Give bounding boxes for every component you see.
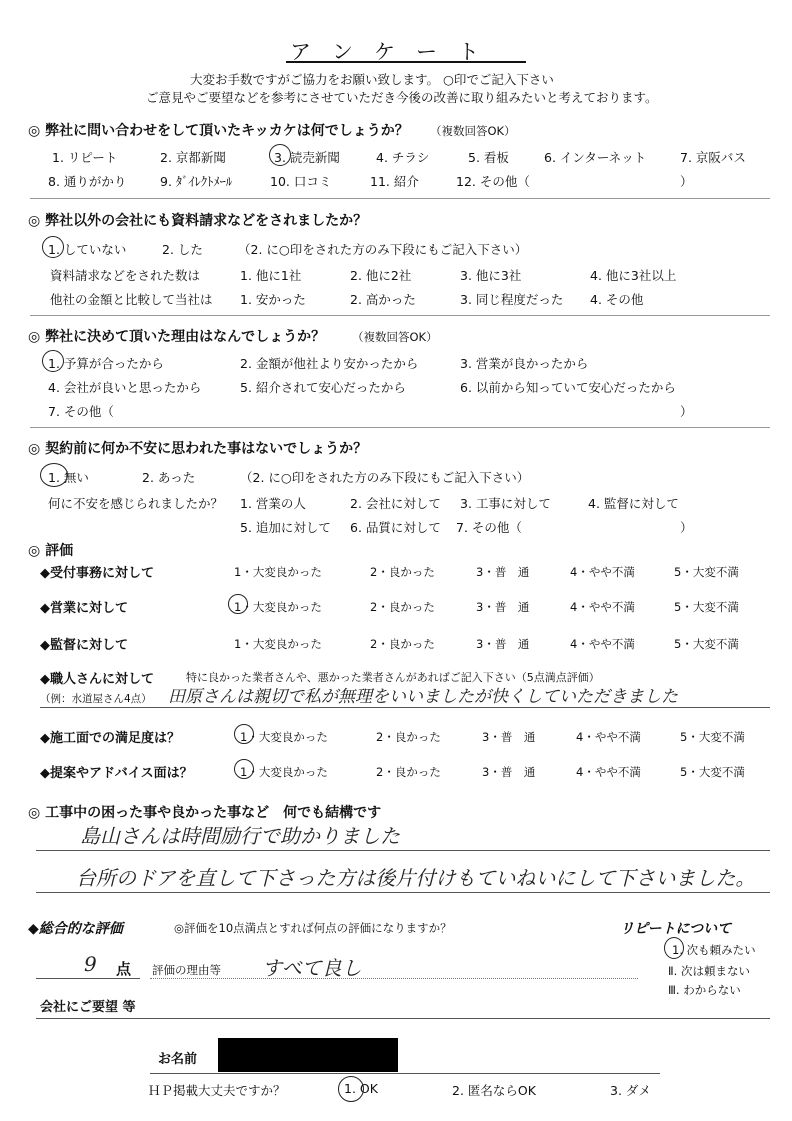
repeat-label: リピートについて [620, 921, 732, 937]
q2-sub2-option-1[interactable]: 1. 安かった [240, 292, 306, 307]
q1-option-6[interactable]: 6. インターネット [544, 150, 647, 165]
name-line [150, 1073, 660, 1074]
q4-sub-option-5[interactable]: 5. 追加に対して [240, 520, 331, 535]
q5-answer-line-1 [36, 850, 770, 851]
eval-scale-5[interactable]: 5・大変不満 [674, 565, 739, 579]
q1-option-12-close: ） [680, 174, 693, 189]
hp-question: ＨＰ掲載大丈夫ですか？ [148, 1083, 286, 1098]
eval-scale-1[interactable]: 1・大変良かった [240, 730, 328, 744]
divider [30, 315, 770, 316]
eval-scale-1[interactable]: 1・大変良かった [240, 765, 328, 779]
eval-scale-4[interactable]: 4・やや不満 [576, 730, 641, 744]
eval-construction-selected-circle [234, 724, 254, 744]
q4-sub-option-1[interactable]: 1. 営業の人 [240, 496, 306, 511]
eval-scale-2[interactable]: 2・良かった [370, 600, 435, 614]
eval-craft-answer[interactable]: 田原さんは親切で私が無理をいいましたが快くしていただきました [168, 687, 678, 707]
eval-scale-3[interactable]: 3・普 通 [482, 765, 536, 779]
repeat-option-1[interactable]: 1. 次も頼みたい [672, 943, 756, 957]
q5-answer-line-2 [36, 892, 770, 893]
q2-sub2-option-2[interactable]: 2. 高かった [350, 292, 416, 307]
eval-scale-2[interactable]: 2・良かった [376, 765, 441, 779]
hp-option-2[interactable]: 2. 匿名ならOK [452, 1083, 536, 1098]
q1-option-7[interactable]: 7. 京阪バス [680, 150, 746, 165]
name-redaction [218, 1038, 398, 1072]
q3-option-7[interactable]: 7. その他（ [48, 404, 114, 419]
eval-scale-4[interactable]: 4・やや不満 [576, 765, 641, 779]
q2-sub2-label: 他社の金額と比較して当社は [50, 292, 213, 307]
repeat-option-2[interactable]: Ⅱ. 次は頼まない [668, 964, 750, 978]
q2-sub1-option-3[interactable]: 3. 他に3社 [460, 268, 522, 283]
q4-selected-circle [40, 463, 68, 487]
eval-scale-4[interactable]: 4・やや不満 [570, 600, 635, 614]
eval-craft-note: 特に良かった業者さんや、悪かった業者さんがあればご記入下さい（5点満点評価） [186, 671, 600, 684]
hp-selected-circle [338, 1076, 364, 1102]
eval-craft-example: （例：水道屋さん4点） [40, 693, 152, 705]
q4-sub-option-7[interactable]: 7. その他（ [456, 520, 522, 535]
eval-row-advice: ◆提案やアドバイス面は？ [40, 766, 193, 781]
eval-row-sales: ◆営業に対して [40, 601, 128, 616]
q2-option-2[interactable]: 2. した [162, 242, 203, 257]
q3-option-1[interactable]: 1. 予算が合ったから [48, 356, 164, 371]
eval-scale-5[interactable]: 5・大変不満 [674, 637, 739, 651]
page-title: ア ン ケ ー ト [290, 40, 479, 64]
eval-heading: ◎ 評価 [28, 543, 74, 559]
hp-option-3[interactable]: 3. ダメ [610, 1083, 651, 1098]
overall-score[interactable]: 9 [84, 952, 97, 976]
q3-option-2[interactable]: 2. 金額が他社より安かったから [240, 356, 419, 371]
eval-scale-2[interactable]: 2・良かった [376, 730, 441, 744]
q2-sub2-option-3[interactable]: 3. 同じ程度だった [460, 292, 564, 307]
reason-line [150, 978, 638, 979]
q1-note: （複数回答OK） [430, 124, 516, 138]
repeat-option-3[interactable]: Ⅲ. わからない [668, 983, 741, 997]
q3-note: （複数回答OK） [352, 330, 438, 344]
request-label: 会社にご要望 等 [40, 1000, 136, 1015]
reason-answer[interactable]: すべて良し [262, 956, 362, 980]
q3-option-6[interactable]: 6. 以前から知っていて安心だったから [460, 380, 676, 395]
eval-scale-3[interactable]: 3・普 通 [476, 637, 530, 651]
q1-option-11[interactable]: 11. 紹介 [370, 174, 419, 189]
q1-question: ◎ 弊社に問い合わせをして頂いたキッカケは何でしょうか？ [28, 123, 409, 139]
q4-question: ◎ 契約前に何か不安に思われた事はないでしょうか？ [28, 441, 368, 457]
q1-option-2[interactable]: 2. 京都新聞 [160, 150, 226, 165]
q4-option-1[interactable]: 1. 無い [48, 470, 89, 485]
divider [30, 198, 770, 199]
reason-label: 評価の理由等 [152, 963, 221, 977]
craft-answer-line [40, 707, 770, 708]
q3-selected-circle [42, 350, 64, 372]
eval-row-reception: ◆受付事務に対して [40, 566, 154, 581]
eval-scale-4[interactable]: 4・やや不満 [570, 565, 635, 579]
eval-sales-selected-circle [228, 594, 248, 614]
eval-row-construction: ◆施工面での満足度は？ [40, 731, 180, 746]
eval-scale-5[interactable]: 5・大変不満 [680, 765, 745, 779]
intro-line-1: 大変お手数ですがご協力をお願い致します。 ○印でご記入下さい [190, 72, 554, 87]
q2-sub1-option-2[interactable]: 2. 他に2社 [350, 268, 412, 283]
overall-question: ◎評価を10点満点とすれば何点の評価になりますか？ [174, 921, 452, 935]
q3-option-7-close: ） [680, 404, 693, 419]
q3-option-5[interactable]: 5. 紹介されて安心だったから [240, 380, 406, 395]
q2-sub1-option-1[interactable]: 1. 他に1社 [240, 268, 302, 283]
eval-scale-3[interactable]: 3・普 通 [476, 600, 530, 614]
eval-scale-1[interactable]: 1・大変良かった [234, 565, 322, 579]
name-label: お名前 [158, 1052, 198, 1067]
eval-row-supervisor: ◆監督に対して [40, 638, 128, 653]
eval-scale-5[interactable]: 5・大変不満 [674, 600, 739, 614]
q2-sub1-label: 資料請求などをされた数は [50, 268, 201, 283]
q5-question: ◎ 工事中の困った事や良かった事など 何でも結構です [28, 805, 382, 821]
q1-option-12[interactable]: 12. その他（ [456, 174, 530, 189]
intro-line-2: ご意見やご要望などを参考にさせていただき今後の改善に取り組みたいと考えております。 [146, 90, 658, 105]
request-line [36, 1018, 770, 1019]
q4-sub-option-4[interactable]: 4. 監督に対して [588, 496, 679, 511]
eval-scale-3[interactable]: 3・普 通 [482, 730, 536, 744]
q2-note: （2. に○印をされた方のみ下段にもご記入下さい） [238, 242, 528, 257]
eval-scale-1[interactable]: 1・大変良かった [234, 600, 322, 614]
q5-answer-2[interactable]: 台所のドアを直して下さった方は後片付けもていねいにして下さいました。 [76, 866, 756, 890]
q2-option-1[interactable]: 1. していない [48, 242, 127, 257]
q1-option-10[interactable]: 10. 口コミ [270, 174, 332, 189]
q1-option-4[interactable]: 4. チラシ [376, 150, 430, 165]
q3-option-4[interactable]: 4. 会社が良いと思ったから [48, 380, 202, 395]
eval-scale-5[interactable]: 5・大変不満 [680, 730, 745, 744]
overall-label: ◆総合的な評価 [28, 921, 123, 937]
q4-sub-label: 何に不安を感じられましたか？ [48, 496, 224, 511]
q1-option-8[interactable]: 8. 通りがかり [48, 174, 127, 189]
repeat-selected-circle [664, 937, 684, 959]
eval-scale-1[interactable]: 1・大変良かった [234, 637, 322, 651]
q2-question: ◎ 弊社以外の会社にも資料請求などをされましたか？ [28, 213, 368, 229]
q3-question: ◎ 弊社に決めて頂いた理由はなんでしょうか？ [28, 329, 326, 345]
eval-advice-selected-circle [234, 759, 254, 779]
q4-option-2[interactable]: 2. あった [142, 470, 196, 485]
q1-option-1[interactable]: 1. リピート [52, 150, 118, 165]
overall-score-unit: 点 [116, 960, 132, 978]
q1-option-9[interactable]: 9. ﾀﾞｲﾚｸﾄﾒｰﾙ [160, 174, 233, 189]
q2-selected-circle [42, 236, 64, 258]
q1-option-3[interactable]: 3. 読売新聞 [274, 150, 340, 165]
title-underline [286, 61, 526, 63]
q5-answer-1[interactable]: 島山さんは時間励行で助かりました [80, 824, 400, 848]
q4-sub-option-3[interactable]: 3. 工事に対して [460, 496, 551, 511]
eval-scale-4[interactable]: 4・やや不満 [570, 637, 635, 651]
q4-note: （2. に○印をされた方のみ下段にもご記入下さい） [240, 470, 530, 485]
eval-scale-2[interactable]: 2・良かった [370, 637, 435, 651]
q2-sub2-option-4[interactable]: 4. その他 [590, 292, 644, 307]
q4-sub-option-7-close: ） [680, 520, 693, 535]
eval-scale-3[interactable]: 3・普 通 [476, 565, 530, 579]
divider [30, 427, 770, 428]
eval-craft-label: ◆職人さんに対して [40, 672, 154, 687]
q2-sub1-option-4[interactable]: 4. 他に3社以上 [590, 268, 677, 283]
hp-option-1[interactable]: 1. OK [344, 1081, 378, 1096]
eval-scale-2[interactable]: 2・良かった [370, 565, 435, 579]
q4-sub-option-2[interactable]: 2. 会社に対して [350, 496, 441, 511]
q1-selected-circle [269, 144, 291, 166]
score-line [36, 978, 140, 979]
q1-option-5[interactable]: 5. 看板 [468, 150, 509, 165]
q3-option-3[interactable]: 3. 営業が良かったから [460, 356, 589, 371]
q4-sub-option-6[interactable]: 6. 品質に対して [350, 520, 441, 535]
